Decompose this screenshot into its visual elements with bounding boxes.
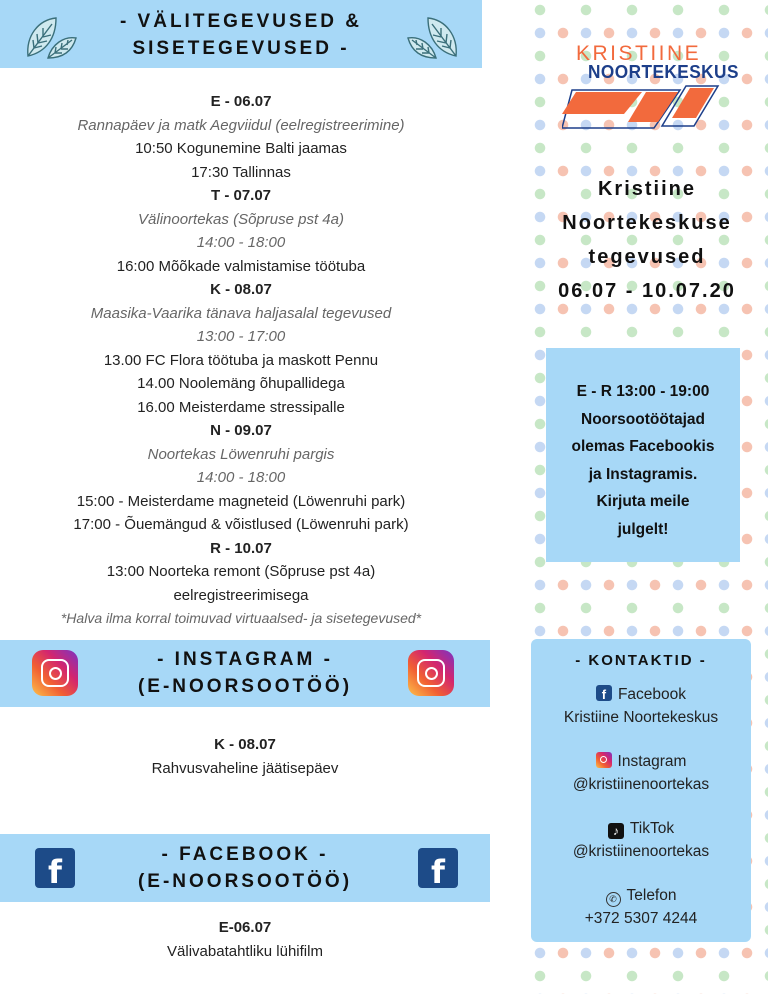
contact-phone (531, 884, 751, 930)
phone-value[interactable]: +372 5307 4244 (584, 910, 698, 927)
info-line: Noorsootöötajad (581, 410, 705, 428)
facebook-icon: f (35, 848, 75, 888)
schedule-line: R - 10.07 (210, 539, 272, 557)
tiktok-icon: ♪ (608, 823, 624, 839)
facebook-title-line2: (E-NOORSOOTÖÖ) (137, 871, 353, 892)
contact-facebook (531, 683, 751, 729)
schedule-line: T - 07.07 (210, 187, 272, 204)
instagram-events (0, 733, 490, 780)
schedule-line: Maasika-Vaarika tänava haljasalal tegevused (90, 304, 392, 322)
instagram-value[interactable]: @kristiinenoortekas (572, 776, 710, 793)
tiktok-value[interactable]: @kristiinenoortekas (572, 843, 710, 860)
contact-tiktok (531, 817, 751, 863)
headline (534, 172, 760, 308)
schedule-line: eelregistreerimisega (173, 586, 309, 604)
schedule-line: 14:00 - 18:00 (196, 469, 286, 486)
leaf-icon (406, 12, 462, 62)
phone-icon: ✆ (606, 892, 621, 907)
schedule-line: 17:00 - Õuemängud & võistlused (Löwenruhi park) (73, 516, 409, 533)
info-hours: E - R 13:00 - 19:00 (576, 383, 710, 400)
schedule-line: 16:00 Mõõkade valmistamise töötuba (116, 257, 366, 275)
schedule-line: 10:50 Kogunemine Balti jaamas (135, 140, 347, 157)
schedule-line: 16.00 Meisterdame stressipalle (137, 398, 345, 416)
contacts-title: - KONTAKTID - (575, 652, 707, 669)
schedule-line: E - 06.07 (210, 93, 272, 110)
schedule-line: 13:00 - 17:00 (196, 328, 286, 345)
schedule-line: K - 08.07 (210, 281, 272, 298)
schedule-line: 15:00 - Meisterdame magneteid (Löwenruhi park) (76, 492, 406, 510)
facebook-events (0, 916, 490, 963)
schedule-line: 14:00 - 18:00 (196, 234, 286, 251)
logo-line1: KRISTIINE (576, 42, 702, 65)
instagram-title-line2: (E-NOORSOOTÖÖ) (137, 676, 353, 697)
info-line: olemas Facebookis (571, 438, 715, 455)
schedule-line: Noortekas Löwenruhi pargis (147, 445, 335, 463)
instagram-day: K - 08.07 (214, 736, 276, 753)
schedule-note: *Halva ilma korral toimuvad virtuaalsed- ja sisetegevused* (60, 610, 422, 626)
instagram-icon (408, 650, 454, 696)
activities-schedule (0, 90, 482, 631)
contact-instagram (531, 750, 751, 796)
instagram-header-band (0, 640, 490, 707)
facebook-icon: f (418, 848, 458, 888)
instagram-event: Rahvusvaheline jäätisepäev (151, 759, 339, 777)
activities-title-line1: - VÄLITEGEVUSED & (119, 11, 363, 32)
schedule-line: 13.00 FC Flora töötuba ja maskott Pennu (103, 351, 379, 369)
info-line: ja Instagramis. (588, 465, 698, 483)
schedule-line: 14.00 Noolemäng õhupallidega (137, 375, 345, 392)
schedule-line: N - 09.07 (210, 422, 272, 439)
facebook-header-band (0, 834, 490, 902)
schedule-line: Välinoortekas (Sõpruse pst 4a) (138, 210, 344, 228)
activities-header-band (0, 0, 482, 68)
facebook-title (0, 841, 490, 895)
instagram-label: Instagram (617, 753, 687, 770)
facebook-icon: f (596, 685, 612, 701)
logo-graphic (562, 84, 722, 134)
schedule-line: 13:00 Noorteka remont (Sõpruse pst 4a) (106, 563, 376, 580)
facebook-label: Facebook (617, 686, 687, 703)
info-line: julgelt! (617, 520, 669, 538)
instagram-icon (596, 752, 612, 768)
schedule-line: 17:30 Tallinnas (191, 163, 291, 181)
activities-title-line2: SISETEGEVUSED - (132, 38, 350, 59)
headline-line: Kristiine (597, 178, 697, 200)
logo-line2: NOORTEKESKUS (588, 61, 739, 82)
tiktok-label: TikTok (629, 820, 675, 837)
instagram-title-line1: - INSTAGRAM - (157, 649, 333, 670)
headline-line: Noortekeskuse (562, 212, 732, 234)
headline-dates: 06.07 - 10.07.20 (558, 280, 736, 302)
info-box (546, 348, 740, 562)
facebook-day: E-06.07 (218, 919, 272, 936)
facebook-value[interactable]: Kristiine Noortekeskus (563, 709, 719, 726)
headline-line: tegevused (588, 246, 706, 268)
schedule-line: Rannapäev ja matk Aegviidul (eelregistreerimine) (77, 116, 405, 134)
info-line: Kirjuta meile (596, 493, 690, 510)
logo (562, 40, 739, 140)
facebook-event: Välivabatahtliku lühifilm (167, 942, 323, 960)
facebook-title-line1: - FACEBOOK - (161, 844, 329, 865)
phone-label: Telefon (626, 887, 677, 904)
